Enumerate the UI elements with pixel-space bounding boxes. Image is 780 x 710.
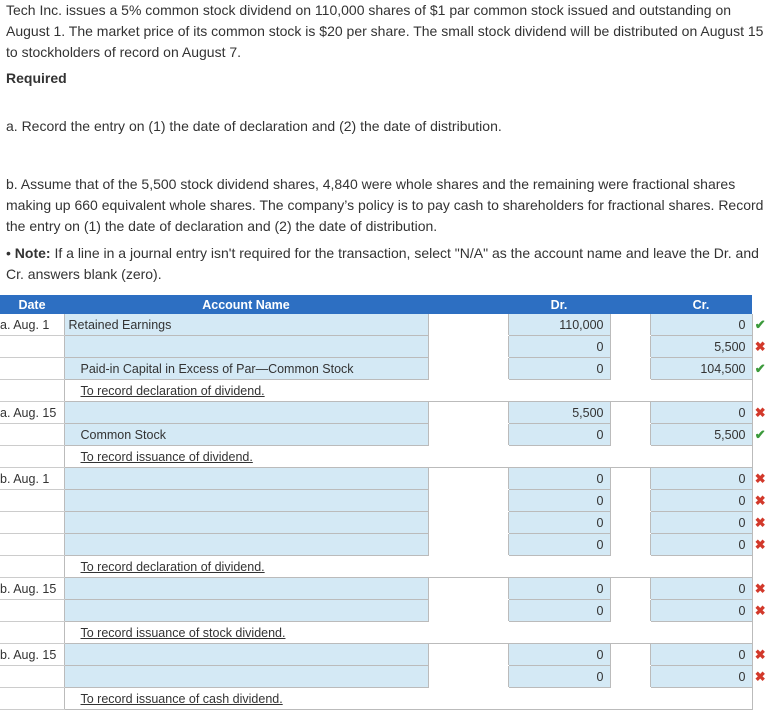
table-row: [0, 644, 768, 666]
note-paragraph: • Note: If a line in a journal entry isn't required for the transaction, select "N/A" as the account name and leave the Dr. and Cr. answers blank (zero).: [6, 245, 759, 282]
cross-icon: ✖: [754, 492, 766, 508]
table-row: [0, 314, 768, 336]
note-text: If a line in a journal entry isn't required for the transaction, select "N/A" as the account name and leave the Dr. and Cr. answers blank (zero).: [6, 245, 759, 282]
date-cell[interactable]: [0, 666, 64, 688]
date-cell[interactable]: [0, 490, 64, 512]
cross-icon: ✖: [754, 580, 766, 596]
debit-input[interactable]: 0: [508, 336, 610, 358]
table-row: [0, 402, 768, 424]
cross-icon: ✖: [754, 646, 766, 662]
journal-entry-table: [0, 295, 768, 710]
account-name-select[interactable]: Common Stock: [64, 424, 428, 446]
table-header-row: [0, 295, 768, 314]
credit-input[interactable]: 0: [650, 600, 752, 622]
account-name-select[interactable]: [64, 578, 428, 600]
account-name-select[interactable]: [64, 512, 428, 534]
table-row: [0, 490, 768, 512]
journal-entry-body: [0, 314, 768, 710]
credit-input[interactable]: 0: [650, 666, 752, 688]
memo-text: To record issuance of stock dividend.: [80, 625, 286, 640]
debit-input[interactable]: 0: [508, 424, 610, 446]
date-cell[interactable]: b. Aug. 1: [0, 468, 64, 490]
date-cell[interactable]: [0, 534, 64, 556]
memo-row: [0, 622, 768, 644]
cross-icon: ✖: [754, 536, 766, 552]
header-credit: Cr.: [650, 295, 752, 314]
header-date: Date: [0, 295, 64, 314]
table-row: [0, 468, 768, 490]
check-icon: ✔: [754, 426, 766, 442]
memo-cell[interactable]: [64, 622, 752, 644]
memo-row: [0, 446, 768, 468]
header-debit: Dr.: [508, 295, 610, 314]
table-row: [0, 666, 768, 688]
date-cell[interactable]: [0, 424, 64, 446]
memo-text: To record issuance of cash dividend.: [80, 691, 283, 706]
date-cell[interactable]: b. Aug. 15: [0, 644, 64, 666]
cross-icon: ✖: [754, 602, 766, 618]
part-a-question: a. Record the entry on (1) the date of declaration and (2) the date of distribution.: [6, 118, 502, 134]
debit-input[interactable]: 0: [508, 578, 610, 600]
cross-icon: ✖: [754, 470, 766, 486]
credit-input[interactable]: 104,500: [650, 358, 752, 380]
credit-input[interactable]: 0: [650, 512, 752, 534]
date-cell[interactable]: [0, 600, 64, 622]
account-name-select[interactable]: [64, 468, 428, 490]
credit-input[interactable]: 0: [650, 644, 752, 666]
credit-input[interactable]: 0: [650, 578, 752, 600]
date-cell[interactable]: [0, 336, 64, 358]
note-label: Note:: [14, 245, 51, 261]
account-name-select[interactable]: [64, 490, 428, 512]
debit-input[interactable]: 0: [508, 534, 610, 556]
debit-input[interactable]: 0: [508, 358, 610, 380]
table-row: [0, 358, 768, 380]
cross-icon: ✖: [754, 668, 766, 684]
memo-cell[interactable]: [64, 688, 752, 710]
table-row: [0, 424, 768, 446]
memo-row: [0, 688, 768, 710]
intro-paragraph: Tech Inc. issues a 5% common stock dividend on 110,000 shares of $1 par common stock issued and outstanding on August 1. The market price of its common stock is $20 per share. The small stock dividend will be distributed on August 15 to stockholders of record on August 7.: [6, 2, 764, 60]
account-name-select[interactable]: [64, 534, 428, 556]
credit-input[interactable]: 5,500: [650, 424, 752, 446]
account-name-select[interactable]: [64, 600, 428, 622]
problem-text: [0, 0, 780, 285]
table-row: [0, 534, 768, 556]
account-name-select[interactable]: Paid-in Capital in Excess of Par—Common Stock: [64, 358, 428, 380]
account-name-select[interactable]: [64, 666, 428, 688]
check-icon: ✔: [754, 316, 766, 332]
credit-input[interactable]: 0: [650, 468, 752, 490]
credit-input[interactable]: 5,500: [650, 336, 752, 358]
cross-icon: ✖: [754, 338, 766, 354]
required-heading: Required: [6, 70, 67, 86]
table-row: [0, 336, 768, 358]
part-b-question: b. Assume that of the 5,500 stock dividend shares, 4,840 were whole shares and the remaining were fractional shares making up 660 equivalent whole shares. The company’s policy is to pay cash to shareholders for fractional shares. Record the entry on (1) the date of declaration and (2) the date of distribution.: [6, 176, 764, 234]
debit-input[interactable]: 0: [508, 512, 610, 534]
table-row: [0, 578, 768, 600]
memo-row: [0, 380, 768, 402]
memo-row: [0, 556, 768, 578]
debit-input[interactable]: 5,500: [508, 402, 610, 424]
date-cell[interactable]: [0, 358, 64, 380]
account-name-select[interactable]: [64, 644, 428, 666]
memo-cell[interactable]: [64, 380, 752, 402]
account-name-select[interactable]: [64, 336, 428, 358]
memo-text: To record declaration of dividend.: [80, 559, 265, 574]
date-cell[interactable]: a. Aug. 15: [0, 402, 64, 424]
debit-input[interactable]: 0: [508, 468, 610, 490]
debit-input[interactable]: 110,000: [508, 314, 610, 336]
memo-cell[interactable]: [64, 556, 752, 578]
debit-input[interactable]: 0: [508, 600, 610, 622]
memo-text: To record declaration of dividend.: [80, 383, 265, 398]
credit-input[interactable]: 0: [650, 490, 752, 512]
debit-input[interactable]: 0: [508, 644, 610, 666]
debit-input[interactable]: 0: [508, 666, 610, 688]
check-icon: ✔: [754, 360, 766, 376]
account-name-select[interactable]: [64, 402, 428, 424]
cross-icon: ✖: [754, 514, 766, 530]
credit-input[interactable]: 0: [650, 314, 752, 336]
header-account-name: Account Name: [64, 295, 428, 314]
memo-text: To record issuance of dividend.: [80, 449, 253, 464]
date-cell[interactable]: b. Aug. 15: [0, 578, 64, 600]
date-cell[interactable]: a. Aug. 1: [0, 314, 64, 336]
credit-input[interactable]: 0: [650, 534, 752, 556]
account-name-select[interactable]: Retained Earnings: [64, 314, 428, 336]
table-row: [0, 600, 768, 622]
memo-cell[interactable]: [64, 446, 752, 468]
date-cell[interactable]: [0, 512, 64, 534]
table-row: [0, 512, 768, 534]
debit-input[interactable]: 0: [508, 490, 610, 512]
credit-input[interactable]: 0: [650, 402, 752, 424]
cross-icon: ✖: [754, 404, 766, 420]
